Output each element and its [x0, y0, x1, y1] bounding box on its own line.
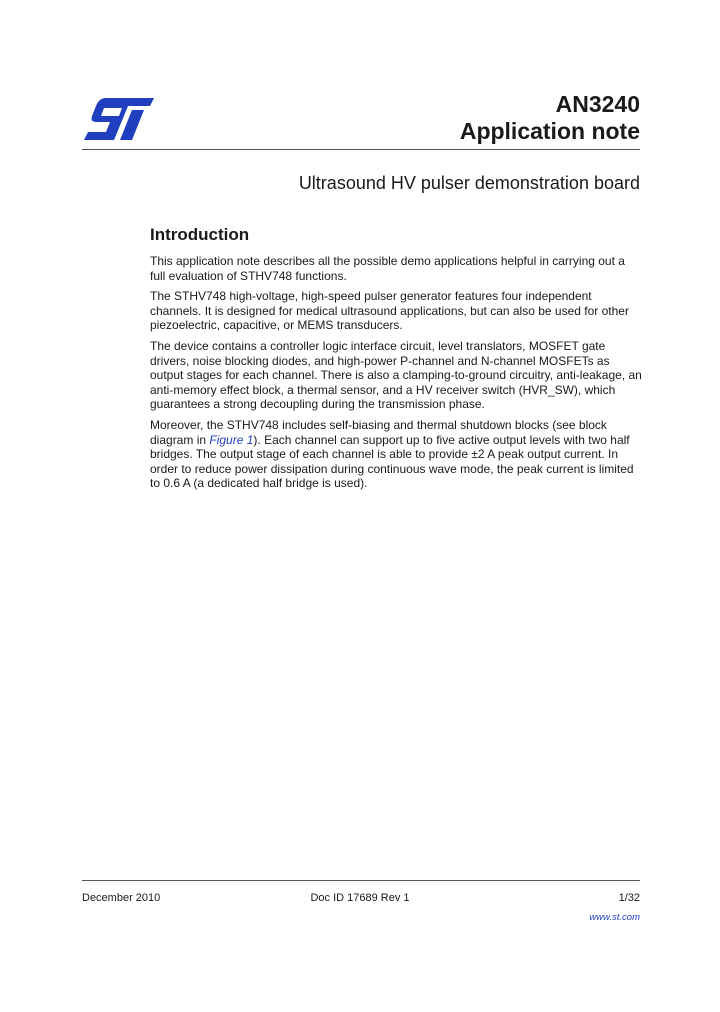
- paragraph-3: The device contains a controller logic interface circuit, level translators, MOSFET gate drivers, noise blocking diodes, and high-power P-channel and N-channel MOSFETs as output stages for each channel. There is also a clamping-to-ground circuitry, anti-leakage, an anti-memory effect block, a thermal sensor, and a HV receiver switch (HVR_SW), which guarantees a strong decoupling during the transmission phase.: [150, 338, 642, 412]
- document-type: Application note: [459, 118, 640, 144]
- paragraph-1: This application note describes all the possible demo applications helpful in carrying out a full evaluation of STHV748 functions.: [150, 254, 625, 283]
- paragraph-4-end: ). Each channel can support up to five active output levels with two half bridges. The output stage of each channel is able to provide ±2 A peak output current. In order to reduce power dissipation during continuous wave mode, the peak current is limited to 0.6 A (a dedicated half bridge is used).: [150, 432, 634, 491]
- page-title: Ultrasound HV pulser demonstration board: [298, 173, 640, 193]
- website-link[interactable]: www.st.com: [589, 912, 640, 923]
- document-number: AN3240: [555, 91, 640, 117]
- footer-page-number: 1/32: [618, 892, 640, 904]
- paragraph-4: [150, 418, 642, 491]
- introduction-body: [150, 254, 642, 497]
- footer-divider: [82, 880, 640, 881]
- paragraph-4-start: Moreover, the STHV748 includes self-biasing and thermal shutdown blocks (see block diagram in: [150, 417, 607, 447]
- footer-date: December 2010: [82, 892, 161, 904]
- st-logo: [82, 96, 156, 142]
- footer-doc-id: Doc ID 17689 Rev 1: [310, 892, 410, 904]
- paragraph-2: The STHV748 high-voltage, high-speed pulser generator features four independent channels. It is designed for medical ultrasound applications, but can also be used for other piezoelectric, capacitive, or MEMS transducers.: [150, 289, 629, 333]
- header-divider: [82, 149, 640, 150]
- section-heading-introduction: Introduction: [150, 225, 250, 244]
- figure-1-link[interactable]: Figure 1: [209, 432, 254, 447]
